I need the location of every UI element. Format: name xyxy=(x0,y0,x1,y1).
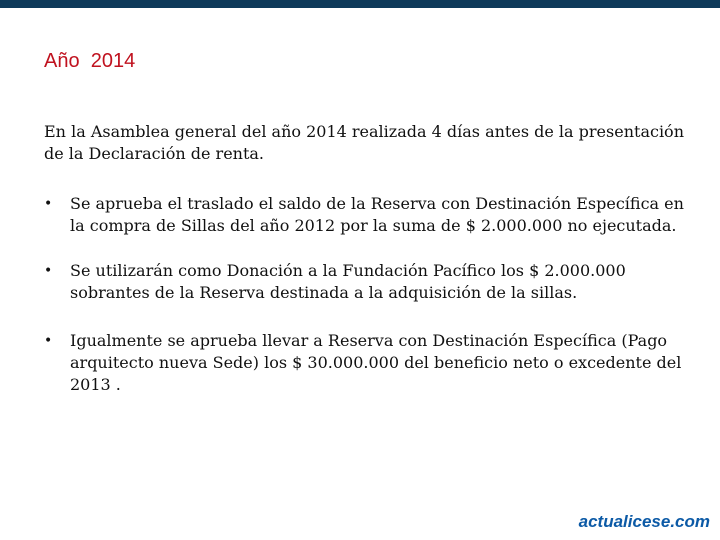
bullet-dot-icon: • xyxy=(44,196,53,212)
bullet-text: Se aprueba el traslado el saldo de la Reserva con Destinación Específica en la compra de Sillas del año 2012 por la suma de $ 2.000.000 no ejecutada. xyxy=(70,194,684,235)
bullet-text: Se utilizarán como Donación a la Fundación Pacífico los $ 2.000.000 sobrantes de la Reserva destinada a la adquisición de la sillas. xyxy=(70,261,626,302)
bullet-item xyxy=(44,193,694,237)
bullet-item xyxy=(44,260,694,304)
footer-brand-link[interactable]: actualicese.com xyxy=(578,512,710,531)
bullet-list xyxy=(44,193,694,396)
bullet-item xyxy=(44,330,694,396)
intro-paragraph: En la Asamblea general del año 2014 realizada 4 días antes de la presentación de la Declaración de renta. xyxy=(44,122,684,163)
bullet-dot-icon: • xyxy=(44,263,53,279)
bullet-text: Igualmente se aprueba llevar a Reserva con Destinación Específica (Pago arquitecto nueva Sede) los $ 30.000.000 del beneficio neto o excedente del 2013 . xyxy=(70,331,682,394)
top-bar xyxy=(0,0,720,8)
bullet-dot-icon: • xyxy=(44,333,53,349)
slide-title: Año 2014 xyxy=(44,50,136,72)
